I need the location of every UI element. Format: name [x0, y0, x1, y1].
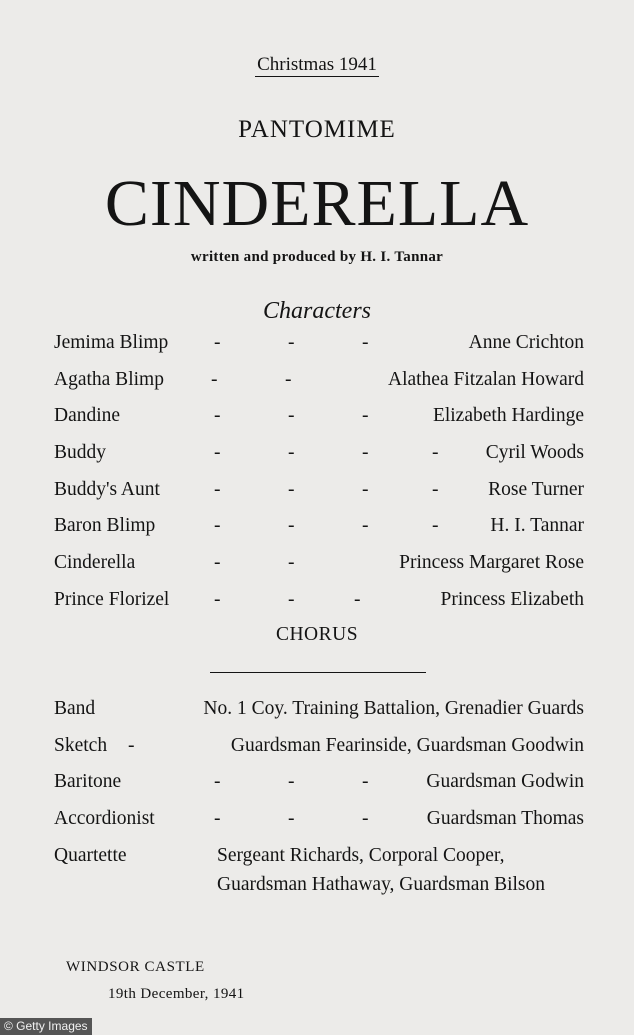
dash: -: [214, 589, 221, 610]
character-row: [54, 405, 584, 433]
chorus-heading: CHORUS: [275, 624, 359, 645]
dash: -: [128, 735, 135, 756]
accordionist-row: [54, 808, 584, 836]
quartette-label: Quartette: [54, 845, 127, 866]
dash: -: [214, 808, 221, 829]
role-name: Cinderella: [54, 552, 136, 573]
dash: -: [362, 442, 369, 463]
dash: -: [288, 515, 295, 536]
sketch-label: Sketch: [54, 735, 108, 756]
dash: -: [214, 405, 221, 426]
dash: -: [354, 589, 361, 610]
baritone-value: Guardsman Godwin: [426, 771, 584, 792]
actor-name: Princess Elizabeth: [440, 589, 584, 610]
actor-name: Rose Turner: [488, 479, 584, 500]
dash: -: [362, 515, 369, 536]
dash: -: [214, 332, 221, 353]
band-value: No. 1 Coy. Training Battalion, Grenadier Guards: [203, 698, 584, 719]
dash: -: [362, 332, 369, 353]
band-label: Band: [54, 698, 96, 719]
quartette-line-2: Guardsman Hathaway, Guardsman Bilson: [217, 874, 545, 895]
dash: -: [214, 771, 221, 792]
dash: -: [288, 552, 295, 573]
role-name: Dandine: [54, 405, 121, 426]
genre-heading: PANTOMIME: [238, 116, 396, 143]
dash: -: [362, 771, 369, 792]
role-name: Agatha Blimp: [54, 369, 164, 390]
dash: -: [288, 332, 295, 353]
role-name: Buddy's Aunt: [54, 479, 160, 500]
dash: -: [288, 405, 295, 426]
actor-name: Princess Margaret Rose: [399, 552, 584, 573]
dash: -: [362, 405, 369, 426]
character-row: [54, 479, 584, 507]
watermark-badge: © Getty Images: [0, 1018, 92, 1035]
accordionist-value: Guardsman Thomas: [426, 808, 584, 829]
dash: -: [214, 515, 221, 536]
actor-name: Elizabeth Hardinge: [432, 405, 584, 426]
dash: -: [362, 479, 369, 500]
dash: -: [288, 479, 295, 500]
actor-name: H. I. Tannar: [490, 515, 584, 536]
page-title: CINDERELLA: [104, 167, 530, 240]
dash: -: [432, 442, 439, 463]
actor-name: Cyril Woods: [485, 442, 584, 463]
dash: -: [288, 589, 295, 610]
dash: -: [362, 808, 369, 829]
dash: -: [211, 369, 218, 390]
dash: -: [432, 515, 439, 536]
date-heading: Christmas 1941: [257, 54, 377, 75]
accordionist-label: Accordionist: [54, 808, 155, 829]
dash: -: [432, 479, 439, 500]
sketch-row: [54, 735, 584, 763]
actor-name: Alathea Fitzalan Howard: [387, 369, 584, 390]
sketch-value: Guardsman Fearinside, Guardsman Goodwin: [230, 735, 584, 756]
quartette-line-1: Sergeant Richards, Corporal Cooper,: [217, 845, 505, 866]
character-row: [54, 369, 584, 397]
dash: -: [285, 369, 292, 390]
dash: -: [214, 442, 221, 463]
divider: [210, 672, 426, 673]
credit-line: written and produced by H. I. Tannar: [190, 249, 444, 265]
character-row: [54, 589, 584, 617]
character-row: [54, 515, 584, 543]
characters-heading: Characters: [263, 298, 371, 324]
role-name: Buddy: [54, 442, 107, 463]
footer-location: WINDSOR CASTLE: [66, 959, 205, 975]
role-name: Prince Florizel: [54, 589, 170, 610]
footer-date: 19th December, 1941: [108, 986, 245, 1002]
dash: -: [288, 442, 295, 463]
actor-name: Anne Crichton: [468, 332, 584, 353]
baritone-row: [54, 771, 584, 799]
dash: -: [288, 771, 295, 792]
role-name: Jemima Blimp: [54, 332, 169, 353]
baritone-label: Baritone: [54, 771, 122, 792]
character-row: [54, 552, 584, 580]
role-name: Baron Blimp: [54, 515, 156, 536]
dash: -: [288, 808, 295, 829]
dash: -: [214, 479, 221, 500]
dash: -: [214, 552, 221, 573]
character-row: [54, 442, 584, 470]
band-row: [54, 698, 584, 726]
character-row: [54, 332, 584, 360]
